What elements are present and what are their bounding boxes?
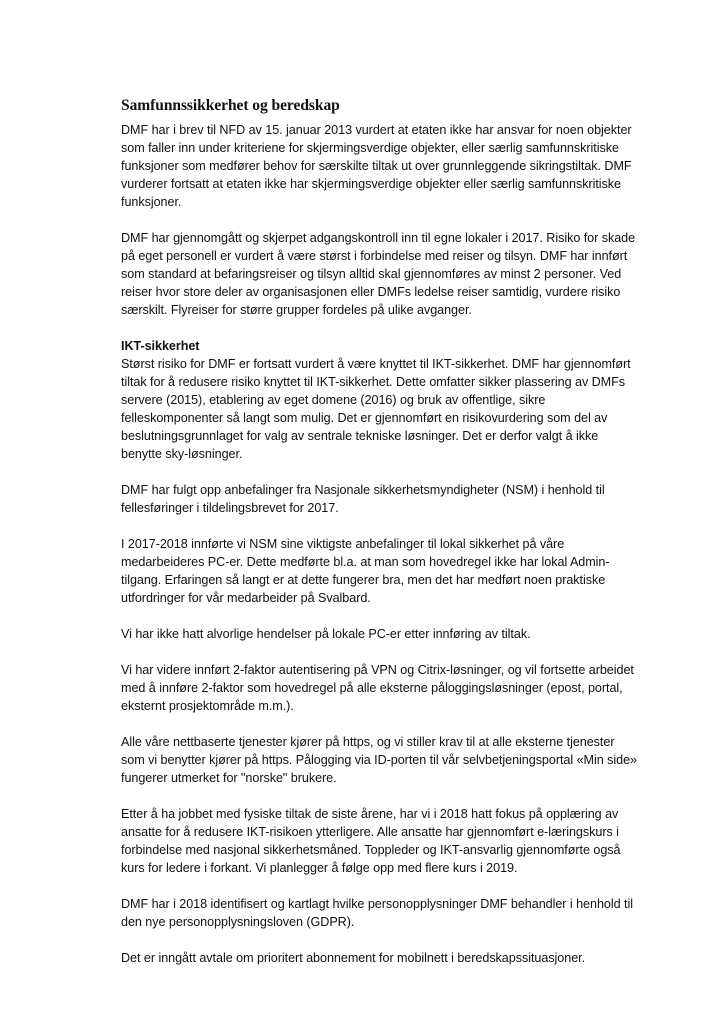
- paragraph-https: Alle våre nettbaserte tjenester kjører på https, og vi stiller krav til at alle eksterne tjenester som vi benytter kjører på https. Pålogging via ID-porten til vår selvbetjeningsportal «Min side» fungerer utmerket for "norske" brukere.: [121, 735, 637, 785]
- paragraph-ikt-risk: Størst risiko for DMF er fortsatt vurdert å være knyttet til IKT-sikkerhet. DMF har gjennomført tiltak for å redusere risiko knyttet til IKT-sikkerhet. Dette omfatter sikker plassering av DMFs servere (2015), etablering av eget domene (2016) og bruk av offentlige, sikre felleskomponenter så langt som mulig. Det er gjennomført en risikovurdering som del av beslutningsgrunnlaget for valg av sentrale tekniske løsninger. Det er derfor valgt å ikke benytte sky-løsninger.: [121, 357, 631, 461]
- section-title: Samfunnssikkerhet og beredskap: [121, 97, 340, 114]
- paragraph-incidents: Vi har ikke hatt alvorlige hendelser på lokale PC-er etter innføring av tiltak.: [121, 627, 531, 641]
- paragraph-training: Etter å ha jobbet med fysiske tiltak de siste årene, har vi i 2018 hatt fokus på opplæring av ansatte for å redusere IKT-risikoen ytterligere. Alle ansatte har gjennomført e-læringskurs i forbindelse med nasjonal sikkerhetsmåned. Toppleder og IKT-ansvarlig gjennomførte også kurs for ledere i forkant. Vi planlegger å følge opp med flere kurs i 2019.: [121, 807, 621, 875]
- paragraph-mobile-network: Det er inngått avtale om prioritert abonnement for mobilnett i beredskapssituasjoner.: [121, 951, 586, 965]
- paragraph-access-control: DMF har gjennomgått og skjerpet adgangskontroll inn til egne lokaler i 2017. Risiko for skade på eget personell er vurdert å være størst i forbindelse med reiser og tilsyn. DMF har innført som standard at befaringsreiser og tilsyn alltid skal gjennomføres av minst 2 personer. Ved reiser hvor store deler av organisasjonen eller DMFs ledelse reiser samtidig, vurdere risiko særskilt. Flyreiser for større grupper fordeles på ulike avganger.: [121, 231, 636, 317]
- paragraph-objects: DMF har i brev til NFD av 15. januar 2013 vurdert at etaten ikke har ansvar for noen objekter som faller inn under kriteriene for skjermingsverdige objekter, eller særlig samfunnskritiske funksjoner som medfører behov for særskilte tiltak ut over grunnleggende sikringstiltak. DMF vurderer fortsatt at etaten ikke har skjermingsverdige objekter eller særlig samfunnskritiske funksjoner.: [121, 123, 632, 209]
- subheading-ikt: IKT-sikkerhet: [121, 339, 200, 353]
- paragraph-gdpr: DMF har i 2018 identifisert og kartlagt hvilke personopplysninger DMF behandler i henhold til den nye personopplysningsloven (GDPR).: [121, 897, 633, 929]
- ikt-section: [121, 337, 641, 463]
- paragraph-nsm: DMF har fulgt opp anbefalinger fra Nasjonale sikkerhetsmyndigheter (NSM) i henhold til fellesføringer i tildelingsbrevet for 2017.: [121, 483, 605, 515]
- paragraph-2-factor: Vi har videre innført 2-faktor autentisering på VPN og Citrix-løsninger, og vil fortsette arbeidet med å innføre 2-faktor som hovedregel på alle eksterne påloggingsløsninger (epost, portal, eksternt prosjektområde m.m.).: [121, 663, 634, 713]
- paragraph-pc-security: I 2017-2018 innførte vi NSM sine viktigste anbefalinger til lokal sikkerhet på våre medarbeideres PC-er. Dette medførte bl.a. at man som hovedregel ikke har lokal Admin-tilgang. Erfaringen så langt er at dette fungerer bra, men det har medført noen praktiske utfordringer for vår medarbeider på Svalbard.: [121, 537, 610, 605]
- document-body: [121, 96, 641, 985]
